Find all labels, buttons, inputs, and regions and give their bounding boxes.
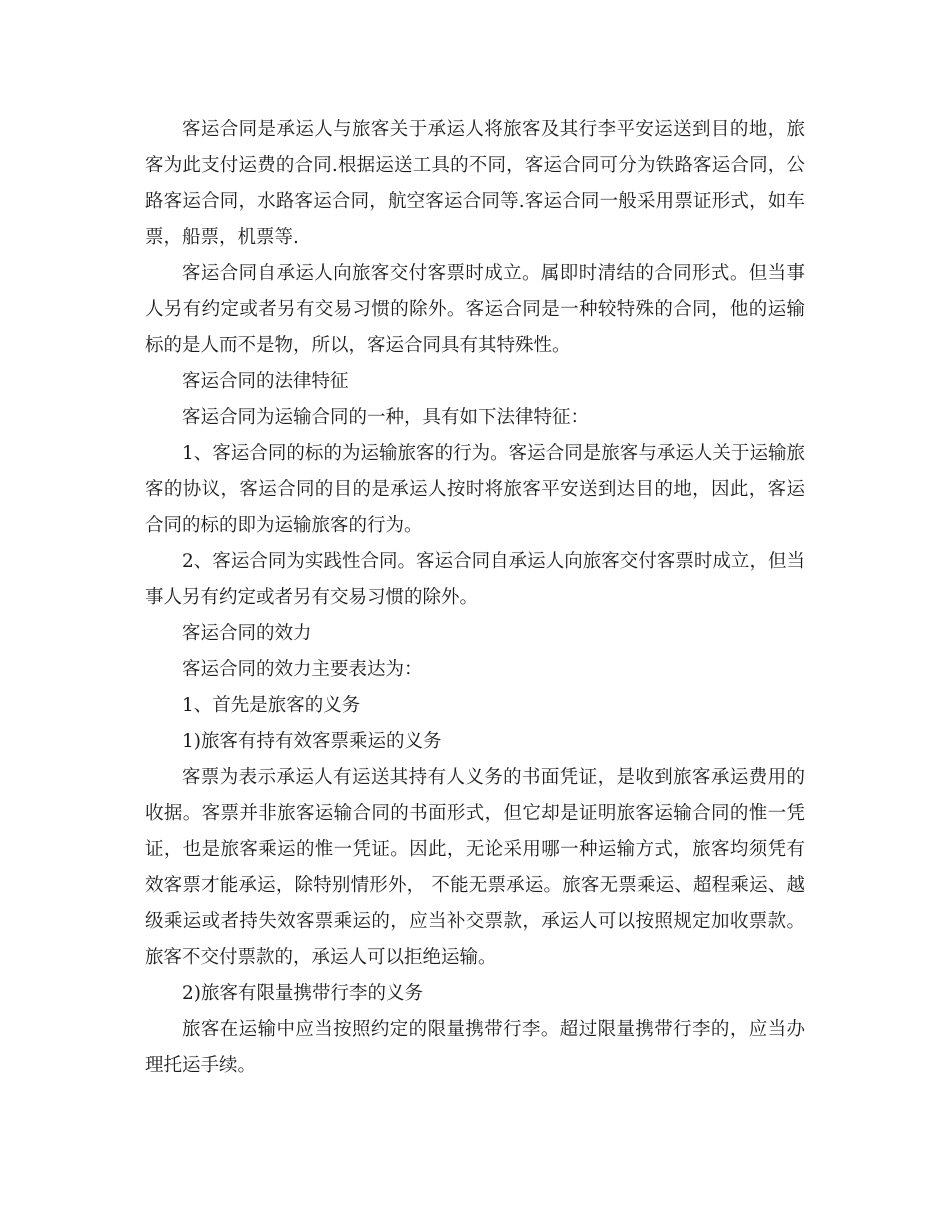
paragraph-ticket-details: 客票为表示承运人有运送其持有人义务的书面凭证，是收到旅客承运费用的收据。客票并非旅客运输合同的书面形式，但它却是证明旅客运输合同的惟一凭证，也是旅客乘运的惟一凭证。因此，无论采用哪一种运输方式，旅客均须凭有效客票才能承运，除特别情形外， 不能无票承运。旅客无票乘运、超程乘运、越级乘运或者持失效客票乘运的，应当补交票款，承运人可以按照规定加收票款。旅客不交付票款的，承运人可以拒绝运输。 bbox=[145, 767, 805, 968]
document-body bbox=[145, 112, 805, 1084]
paragraph-legal-features-intro: 客运合同为运输合同的一种，具有如下法律特征： bbox=[182, 407, 590, 428]
section-heading-legal-features: 客运合同的法律特征 bbox=[182, 371, 349, 392]
paragraph-luggage-details: 旅客在运输中应当按照约定的限量携带行李。超过限量携带行李的，应当办理托运手续。 bbox=[145, 1019, 805, 1076]
section-heading-effect: 客运合同的效力 bbox=[182, 623, 312, 644]
subheading-passenger-obligations: 1、首先是旅客的义务 bbox=[182, 695, 361, 716]
paragraph-feature-1: 1、客运合同的标的为运输旅客的行为。客运合同是旅客与承运人关于运输旅客的协议，客运合同的目的是承运人按时将旅客平安送到达目的地，因此，客运合同的标的即为运输旅客的行为。 bbox=[145, 443, 805, 536]
paragraph-intro: 客运合同是承运人与旅客关于承运人将旅客及其行李平安运送到目的地，旅客为此支付运费的合同.根据运送工具的不同，客运合同可分为铁路客运合同，公路客运合同，水路客运合同，航空客运合同等.客运合同一般采用票证形式，如车票，船票，机票等. bbox=[145, 119, 805, 248]
subheading-valid-ticket: 1)旅客有持有效客票乘运的义务 bbox=[182, 731, 442, 752]
paragraph-effect-intro: 客运合同的效力主要表达为： bbox=[182, 659, 423, 680]
subheading-luggage-limit: 2)旅客有限量携带行李的义务 bbox=[182, 983, 423, 1004]
paragraph-feature-2: 2、客运合同为实践性合同。客运合同自承运人向旅客交付客票时成立，但当事人另有约定或者另有交易习惯的除外。 bbox=[145, 551, 805, 608]
paragraph-formation: 客运合同自承运人向旅客交付客票时成立。属即时清结的合同形式。但当事人另有约定或者另有交易习惯的除外。客运合同是一种较特殊的合同，他的运输标的是人而不是物，所以，客运合同具有其特殊性。 bbox=[145, 263, 805, 356]
